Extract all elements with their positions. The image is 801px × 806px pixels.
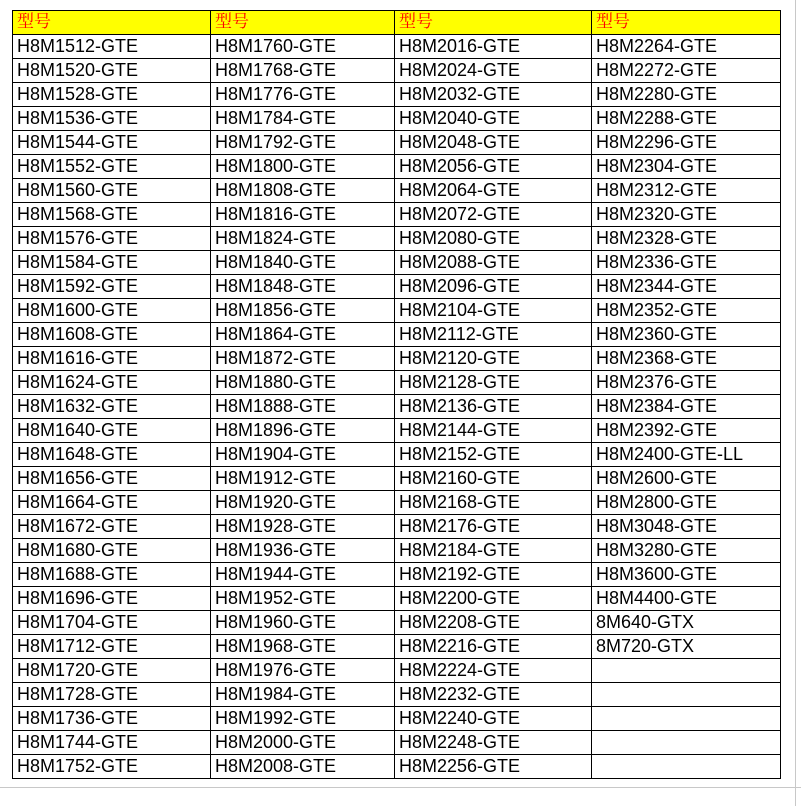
table-cell[interactable]: H8M2056-GTE <box>395 155 592 179</box>
table-cell[interactable]: H8M1784-GTE <box>211 107 395 131</box>
table-row <box>13 59 781 83</box>
table-cell[interactable]: H8M1776-GTE <box>211 83 395 107</box>
table-cell[interactable]: H8M2288-GTE <box>592 107 781 131</box>
table-cell[interactable]: H8M1544-GTE <box>13 131 211 155</box>
table-cell[interactable]: H8M1568-GTE <box>13 203 211 227</box>
table-cell[interactable]: H8M1632-GTE <box>13 395 211 419</box>
table-cell[interactable]: H8M2040-GTE <box>395 107 592 131</box>
table-cell[interactable]: H8M2184-GTE <box>395 539 592 563</box>
table-cell[interactable]: 8M720-GTX <box>592 635 781 659</box>
table-cell[interactable]: H8M2160-GTE <box>395 467 592 491</box>
table-cell[interactable]: H8M2016-GTE <box>395 35 592 59</box>
table-cell[interactable]: H8M1976-GTE <box>211 659 395 683</box>
table-row <box>13 659 781 683</box>
table-cell[interactable]: H8M1584-GTE <box>13 251 211 275</box>
table-cell[interactable]: H8M2336-GTE <box>592 251 781 275</box>
table-row <box>13 443 781 467</box>
table-cell[interactable]: H8M2120-GTE <box>395 347 592 371</box>
table-cell[interactable]: H8M2296-GTE <box>592 131 781 155</box>
model-table <box>12 10 781 779</box>
table-row <box>13 323 781 347</box>
table-row <box>13 707 781 731</box>
table-row <box>13 683 781 707</box>
table-cell[interactable]: H8M2272-GTE <box>592 59 781 83</box>
table-cell[interactable]: H8M1688-GTE <box>13 563 211 587</box>
table-row <box>13 539 781 563</box>
table-cell[interactable]: H8M1888-GTE <box>211 395 395 419</box>
table-cell[interactable]: H8M2032-GTE <box>395 83 592 107</box>
table-cell[interactable]: H8M2328-GTE <box>592 227 781 251</box>
table-row <box>13 731 781 755</box>
table-cell[interactable]: H8M1600-GTE <box>13 299 211 323</box>
table-cell[interactable]: H8M1792-GTE <box>211 131 395 155</box>
table-cell[interactable]: H8M1736-GTE <box>13 707 211 731</box>
spreadsheet-sheet <box>12 10 792 780</box>
table-row <box>13 467 781 491</box>
table-cell[interactable]: H8M1592-GTE <box>13 275 211 299</box>
table-cell[interactable]: H8M2192-GTE <box>395 563 592 587</box>
table-row <box>13 755 781 779</box>
table-cell[interactable]: H8M2400-GTE-LL <box>592 443 781 467</box>
table-cell[interactable]: H8M1760-GTE <box>211 35 395 59</box>
table-cell[interactable]: H8M1816-GTE <box>211 203 395 227</box>
table-row <box>13 275 781 299</box>
table-cell[interactable]: H8M2304-GTE <box>592 155 781 179</box>
table-row <box>13 611 781 635</box>
table-cell[interactable]: H8M2256-GTE <box>395 755 592 779</box>
table-cell[interactable]: H8M2144-GTE <box>395 419 592 443</box>
table-cell[interactable]: H8M3600-GTE <box>592 563 781 587</box>
table-row <box>13 635 781 659</box>
table-cell[interactable]: H8M1640-GTE <box>13 419 211 443</box>
table-cell[interactable]: H8M1944-GTE <box>211 563 395 587</box>
table-body <box>13 35 781 779</box>
table-cell[interactable]: H8M1848-GTE <box>211 275 395 299</box>
table-cell[interactable]: H8M1712-GTE <box>13 635 211 659</box>
table-cell[interactable]: H8M1992-GTE <box>211 707 395 731</box>
table-cell[interactable]: H8M1648-GTE <box>13 443 211 467</box>
table-cell[interactable]: H8M1704-GTE <box>13 611 211 635</box>
table-row <box>13 491 781 515</box>
table-cell[interactable]: H8M2096-GTE <box>395 275 592 299</box>
table-row <box>13 227 781 251</box>
table-cell[interactable]: H8M2008-GTE <box>211 755 395 779</box>
table-row <box>13 251 781 275</box>
table-cell[interactable]: H8M1864-GTE <box>211 323 395 347</box>
table-cell[interactable]: H8M1968-GTE <box>211 635 395 659</box>
table-cell[interactable]: H8M2088-GTE <box>395 251 592 275</box>
table-row <box>13 563 781 587</box>
table-cell[interactable]: 8M640-GTX <box>592 611 781 635</box>
table-cell[interactable]: H8M4400-GTE <box>592 587 781 611</box>
table-row <box>13 347 781 371</box>
table-row <box>13 35 781 59</box>
table-row <box>13 83 781 107</box>
table-cell[interactable]: H8M1960-GTE <box>211 611 395 635</box>
table-cell[interactable] <box>592 707 781 731</box>
table-cell[interactable]: H8M1656-GTE <box>13 467 211 491</box>
table-cell[interactable] <box>592 659 781 683</box>
table-cell[interactable]: H8M2208-GTE <box>395 611 592 635</box>
table-row <box>13 131 781 155</box>
table-cell[interactable]: H8M2024-GTE <box>395 59 592 83</box>
table-row <box>13 155 781 179</box>
table-cell[interactable]: H8M1840-GTE <box>211 251 395 275</box>
table-cell[interactable] <box>592 755 781 779</box>
table-cell[interactable]: H8M2224-GTE <box>395 659 592 683</box>
table-cell[interactable]: H8M1560-GTE <box>13 179 211 203</box>
table-cell[interactable]: H8M2368-GTE <box>592 347 781 371</box>
table-cell[interactable]: H8M2280-GTE <box>592 83 781 107</box>
table-cell[interactable] <box>592 731 781 755</box>
table-cell[interactable]: H8M2176-GTE <box>395 515 592 539</box>
table-cell[interactable]: H8M1768-GTE <box>211 59 395 83</box>
table-cell[interactable]: H8M1984-GTE <box>211 683 395 707</box>
table-cell[interactable]: H8M1912-GTE <box>211 467 395 491</box>
table-cell[interactable]: H8M2216-GTE <box>395 635 592 659</box>
table-row <box>13 179 781 203</box>
table-row <box>13 395 781 419</box>
table-cell[interactable]: H8M1728-GTE <box>13 683 211 707</box>
table-cell[interactable]: H8M2232-GTE <box>395 683 592 707</box>
table-row <box>13 587 781 611</box>
table-row <box>13 299 781 323</box>
table-cell[interactable]: H8M2064-GTE <box>395 179 592 203</box>
table-cell[interactable]: H8M1624-GTE <box>13 371 211 395</box>
table-cell[interactable]: H8M2168-GTE <box>395 491 592 515</box>
table-cell[interactable]: H8M1920-GTE <box>211 491 395 515</box>
table-cell[interactable]: H8M2048-GTE <box>395 131 592 155</box>
table-cell[interactable]: H8M1800-GTE <box>211 155 395 179</box>
sheet-right-border <box>795 0 796 806</box>
table-cell[interactable]: H8M2312-GTE <box>592 179 781 203</box>
table-cell[interactable]: H8M2600-GTE <box>592 467 781 491</box>
table-cell[interactable]: H8M2248-GTE <box>395 731 592 755</box>
table-cell[interactable]: H8M2200-GTE <box>395 587 592 611</box>
table-cell[interactable]: H8M2800-GTE <box>592 491 781 515</box>
header-cell-model-2[interactable]: 型号 <box>211 11 395 35</box>
table-cell[interactable]: H8M1856-GTE <box>211 299 395 323</box>
table-cell[interactable]: H8M2392-GTE <box>592 419 781 443</box>
header-cell-model-4[interactable]: 型号 <box>592 11 781 35</box>
table-cell[interactable]: H8M2344-GTE <box>592 275 781 299</box>
table-cell[interactable]: H8M2360-GTE <box>592 323 781 347</box>
table-cell[interactable]: H8M3280-GTE <box>592 539 781 563</box>
table-header <box>13 11 781 35</box>
table-cell[interactable] <box>592 683 781 707</box>
table-cell[interactable]: H8M2000-GTE <box>211 731 395 755</box>
table-cell[interactable]: H8M2152-GTE <box>395 443 592 467</box>
table-cell[interactable]: H8M2112-GTE <box>395 323 592 347</box>
table-cell[interactable]: H8M2072-GTE <box>395 203 592 227</box>
table-cell[interactable]: H8M2264-GTE <box>592 35 781 59</box>
table-cell[interactable]: H8M2080-GTE <box>395 227 592 251</box>
table-cell[interactable]: H8M2128-GTE <box>395 371 592 395</box>
table-cell[interactable]: H8M1616-GTE <box>13 347 211 371</box>
table-cell[interactable]: H8M1720-GTE <box>13 659 211 683</box>
table-cell[interactable]: H8M1696-GTE <box>13 587 211 611</box>
table-cell[interactable]: H8M1528-GTE <box>13 83 211 107</box>
header-row <box>13 11 781 35</box>
sheet-bottom-border <box>0 787 801 788</box>
table-cell[interactable]: H8M1872-GTE <box>211 347 395 371</box>
table-cell[interactable]: H8M1536-GTE <box>13 107 211 131</box>
table-row <box>13 371 781 395</box>
table-row <box>13 419 781 443</box>
table-row <box>13 107 781 131</box>
table-cell[interactable]: H8M2104-GTE <box>395 299 592 323</box>
table-cell[interactable]: H8M2240-GTE <box>395 707 592 731</box>
table-cell[interactable]: H8M2320-GTE <box>592 203 781 227</box>
table-cell[interactable]: H8M1608-GTE <box>13 323 211 347</box>
table-cell[interactable]: H8M1824-GTE <box>211 227 395 251</box>
table-cell[interactable]: H8M1896-GTE <box>211 419 395 443</box>
table-cell[interactable]: H8M1904-GTE <box>211 443 395 467</box>
table-row <box>13 203 781 227</box>
table-cell[interactable]: H8M2136-GTE <box>395 395 592 419</box>
table-cell[interactable]: H8M1952-GTE <box>211 587 395 611</box>
table-cell[interactable]: H8M1928-GTE <box>211 515 395 539</box>
table-cell[interactable]: H8M2376-GTE <box>592 371 781 395</box>
header-cell-model-3[interactable]: 型号 <box>395 11 592 35</box>
table-cell[interactable]: H8M1880-GTE <box>211 371 395 395</box>
table-cell[interactable]: H8M1552-GTE <box>13 155 211 179</box>
table-cell[interactable]: H8M1680-GTE <box>13 539 211 563</box>
table-row <box>13 515 781 539</box>
table-cell[interactable]: H8M3048-GTE <box>592 515 781 539</box>
table-cell[interactable]: H8M1672-GTE <box>13 515 211 539</box>
table-cell[interactable]: H8M2384-GTE <box>592 395 781 419</box>
table-cell[interactable]: H8M1664-GTE <box>13 491 211 515</box>
table-cell[interactable]: H8M1936-GTE <box>211 539 395 563</box>
table-cell[interactable]: H8M1576-GTE <box>13 227 211 251</box>
table-cell[interactable]: H8M1512-GTE <box>13 35 211 59</box>
table-cell[interactable]: H8M2352-GTE <box>592 299 781 323</box>
table-cell[interactable]: H8M1520-GTE <box>13 59 211 83</box>
table-cell[interactable]: H8M1752-GTE <box>13 755 211 779</box>
table-cell[interactable]: H8M1808-GTE <box>211 179 395 203</box>
table-cell[interactable]: H8M1744-GTE <box>13 731 211 755</box>
header-cell-model-1[interactable]: 型号 <box>13 11 211 35</box>
